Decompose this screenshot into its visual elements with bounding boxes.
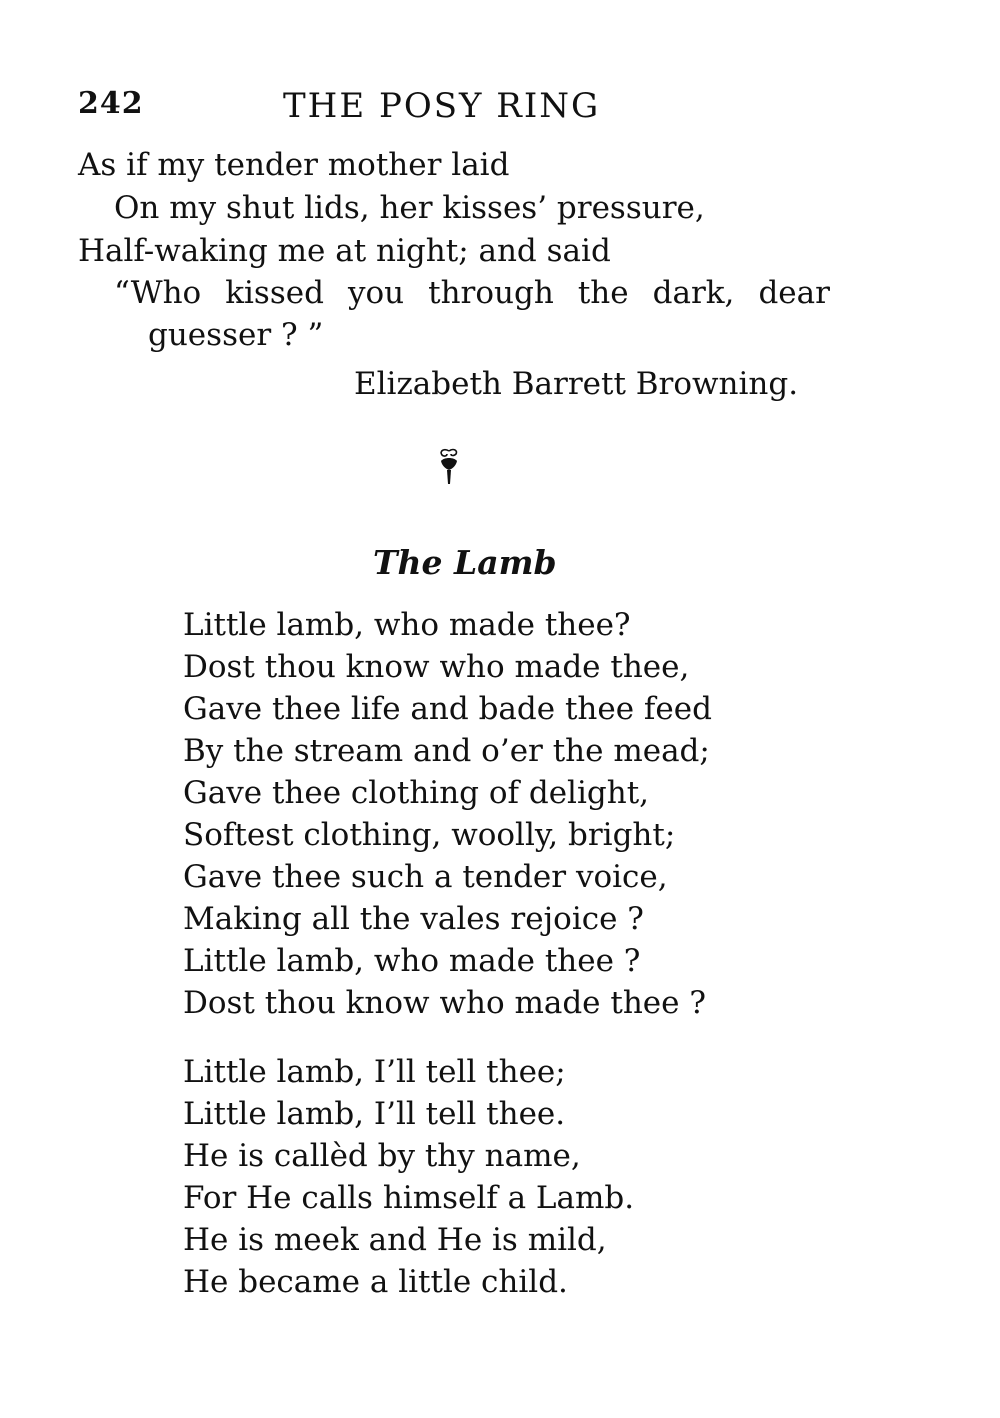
- running-title: THE POSY RING: [283, 86, 601, 126]
- page-header: [78, 86, 678, 130]
- word: you: [347, 275, 405, 311]
- poem-line: Little lamb, who made thee?: [183, 607, 631, 643]
- poem-line: Making all the vales rejoice ?: [183, 901, 644, 937]
- poem-line: Gave thee life and bade thee feed: [183, 691, 712, 727]
- stanza-1: [183, 604, 712, 1024]
- prev-poem-justified-line: [114, 273, 830, 313]
- poem-line: By the stream and o’er the mead;: [183, 733, 710, 769]
- poem-line: Softest clothing, woolly, bright;: [183, 817, 676, 853]
- fleuron-icon: [434, 448, 464, 488]
- word: “Who: [114, 275, 202, 311]
- poem-line: For He calls himself a Lamb.: [183, 1180, 635, 1216]
- poem-line: He is callèd by thy name,: [183, 1138, 581, 1174]
- poem-line: Little lamb, I’ll tell thee.: [183, 1096, 566, 1132]
- poem-line: He became a little child.: [183, 1264, 568, 1300]
- prev-poem-line: Half-waking me at night; and said: [78, 233, 611, 269]
- poem-line: Gave thee clothing of delight,: [183, 775, 649, 811]
- word: kissed: [225, 275, 324, 311]
- page-number: 242: [78, 86, 144, 121]
- stanza-2: [183, 1051, 634, 1303]
- poem-line: He is meek and He is mild,: [183, 1222, 607, 1258]
- prev-poem-line: As if my tender mother laid: [78, 147, 510, 183]
- word: dear: [758, 275, 830, 311]
- word: dark,: [652, 275, 735, 311]
- poem-line: Little lamb, who made thee ?: [183, 943, 641, 979]
- prev-poem-line: guesser ? ”: [148, 317, 324, 353]
- word: the: [577, 275, 629, 311]
- poem-title: The Lamb: [373, 543, 557, 582]
- prev-poem-line: On my shut lids, her kisses’ pressure,: [114, 190, 705, 226]
- author-attribution: Elizabeth Barrett Browning.: [354, 366, 799, 402]
- poem-line: Gave thee such a tender voice,: [183, 859, 668, 895]
- word: through: [428, 275, 554, 311]
- poem-line: Dost thou know who made thee ?: [183, 985, 706, 1021]
- poem-line: Little lamb, I’ll tell thee;: [183, 1054, 566, 1090]
- poem-line: Dost thou know who made thee,: [183, 649, 690, 685]
